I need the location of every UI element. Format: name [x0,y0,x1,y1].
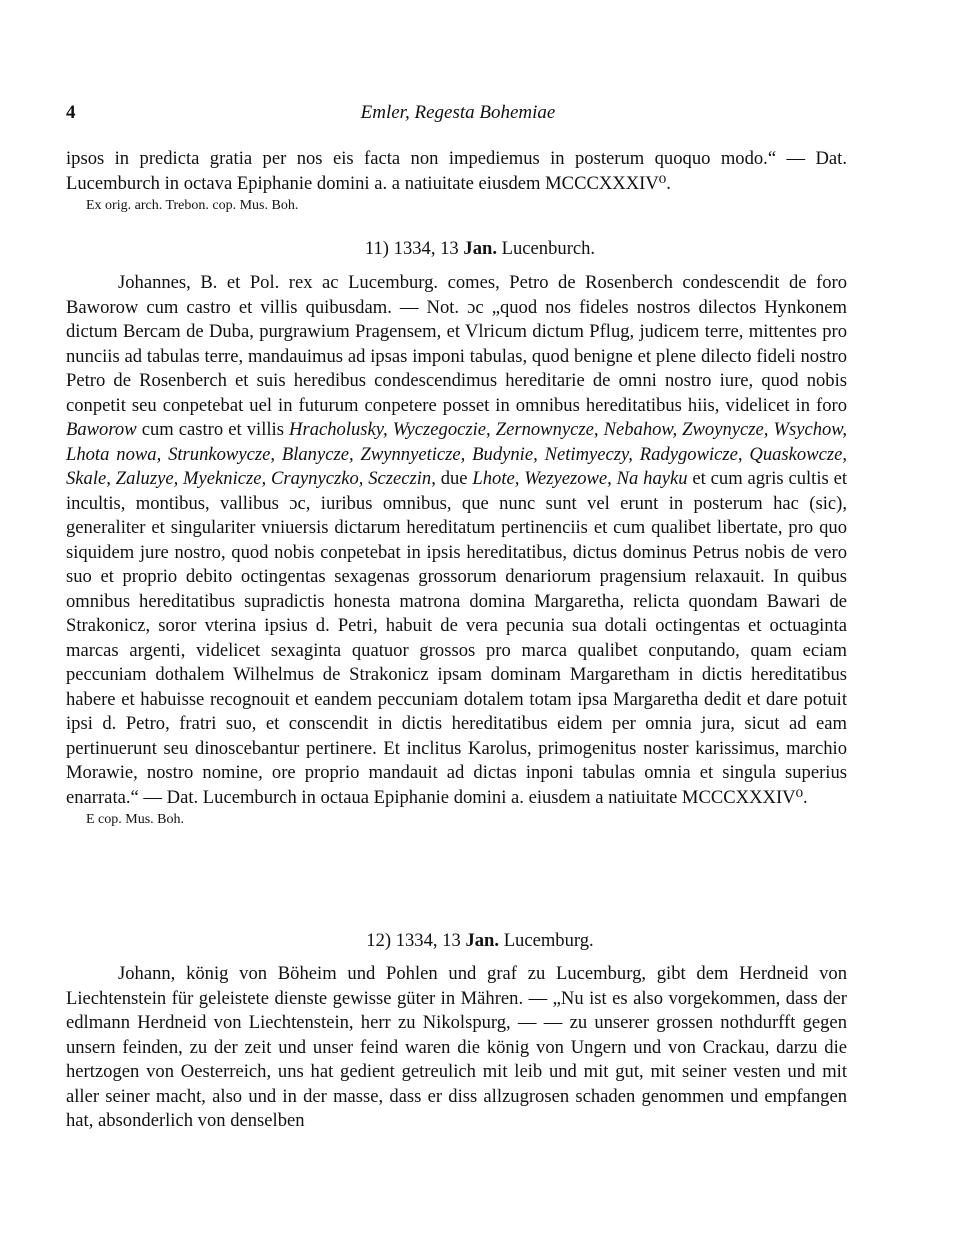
entry-12-month: Jan. [465,930,500,951]
entry-11-text-2: cum castro et villis [141,419,284,440]
entry-11-summary: Johannes, B. et Pol. rex ac Lucemburg. comes, Petro de Rosenberch condescendit de foro Baworow cum castro et villis quibusdam. — Not. ɔc „quod nos fideles nostros dilectos Hynkonem dictum Bercam de Duba, purgrawium Pragensem, et Vlricum dictum Pflug, judicem terre, mittentes pro nunciis ad tabulas terre, mandauimus ad ipsas imponi tabulas, quod benigne et plene dilecto fideli nostro Petro de Rosenberch et suis heredibus condescendimus hereditarie de omni nostro iure, quod nobis conpetit seu conpetebat uel in futurum conpetere posset in omnibus hereditatibus hiis, videlicet in foro [66,272,847,416]
entry-11-places-3: Lhote, Wezyezowe, Na hayku [472,468,688,489]
entry-10-continuation [66,147,847,216]
entry-11-text-4: et cum agris cultis et incultis, montibus, vallibus ɔc, iuribus omnibus, que nunc sunt vel erunt in posterum hac (sic), generaliter et singulariter vniuersis dictarum hereditatum pertinenciis et cum qualibet libertate, pro quo siquidem jure nostro, quod nobis conpetebat in ipsis hereditatibus, dictus dominus Petrus nobis de vero suo et proprio debito octingentas sexagenas grossorum denariorum pragensium relaxauit. In quibus omnibus hereditatibus supradictis honesta matrona domina Margaretha, relicta quondam Bawari de Strakonicz, soror vterina ipsius d. Petri, habuit de vera pecunia sua dotali octingentas et octuaginta marcas argenti, videlicet sexaginta quatuor grossos pro marca qualibet conputando, quam eciam peccuniam dothalem Wilhelmus de Strakonicz ipsam dominam Margaretham in dictis hereditatibus habere et habuisse recognouit et eandem peccuniam dotalem totam ipsa Margaretha dedit et dare potuit ipsi d. Petro, fratri suo, et conscendit in dictis hereditatibus eidem per omnia jura, sicut ad eam pertinuerunt seu dinoscebantur pertinere. Et inclitus Karolus, primogenitus noster karissimus, marchio Morawie, nostro nomine, ore proprio mandauit ad dictas inponi tabulas omnia et singula superius enarrata.“ — Dat. Lucemburch in octaua Epiphanie domini a. eiusdem a natiuitate MCCCXXXIV⁰. [66,468,847,808]
entry-12-place: Lucemburg. [503,930,594,951]
entry-11-source: E cop. Mus. Boh. [86,812,184,827]
entry-11-paragraph [66,271,847,810]
entry-11-body [66,271,847,830]
entry-12-number: 12) 1334, 13 [366,930,461,951]
entry-10-text: ipsos in predicta gratia per nos eis facta non impediemus in posterum quoquo modo.“ — Dat. Lucemburch in octava Epiphanie domini a. a natiuitate eiusdem MCCCXXXIV⁰. [66,148,847,194]
entry-12-heading [0,930,960,952]
entry-12-summary: Johann, könig von Böheim und Pohlen und graf zu Lucemburg, gibt dem Herdneid von Liechtenstein für geleistete dienste gewisse güter in Mähren. — „Nu ist es also vorgekommen, dass der edlmann Herdneid von Liechtenstein, herr zu Nikolspurg, — — zu unserer grossen nothdurfft gegen unsern feinden, zu der zeit und unser feind waren die könig von Ungern und von Crackau, darzu die hertzogen von Oesterreich, uns hat gedient getreulich mit leib und mit gut, mit seiner vesten und mit aller seiner macht, also und in der masse, dass er diss allzugrosen schaden genommen und empfangen hat, absonderlich von denselben [66,963,847,1131]
entry-11-number: 11) 1334, 13 [364,238,459,259]
running-header [66,102,850,128]
entry-11-places-1: Baworow [66,419,137,440]
entry-12-body [66,962,847,1134]
entry-11-places-2: Hracholusky, Wyczegoczie, Zernownycze, Nebahow, Zwoynycze, Wsychow, Lhota nowa, Strunkowycze, Blanycze, Zwynnyeticze, Budynie, Netimyeczy, Radygowicze, Quaskowcze, Skale, Zaluzye, Myeknicze, Craynyczko, Sczeczin, [66,419,847,489]
entry-11-place: Lucenburch. [501,238,596,259]
running-title: Emler, Regesta Bohemiae [360,102,556,123]
entry-10-source: Ex orig. arch. Trebon. cop. Mus. Boh. [86,198,299,213]
page-number: 4 [66,102,76,123]
entry-11-heading [0,238,960,260]
entry-11-text-3: due [440,468,468,489]
entry-11-month: Jan. [463,238,497,259]
